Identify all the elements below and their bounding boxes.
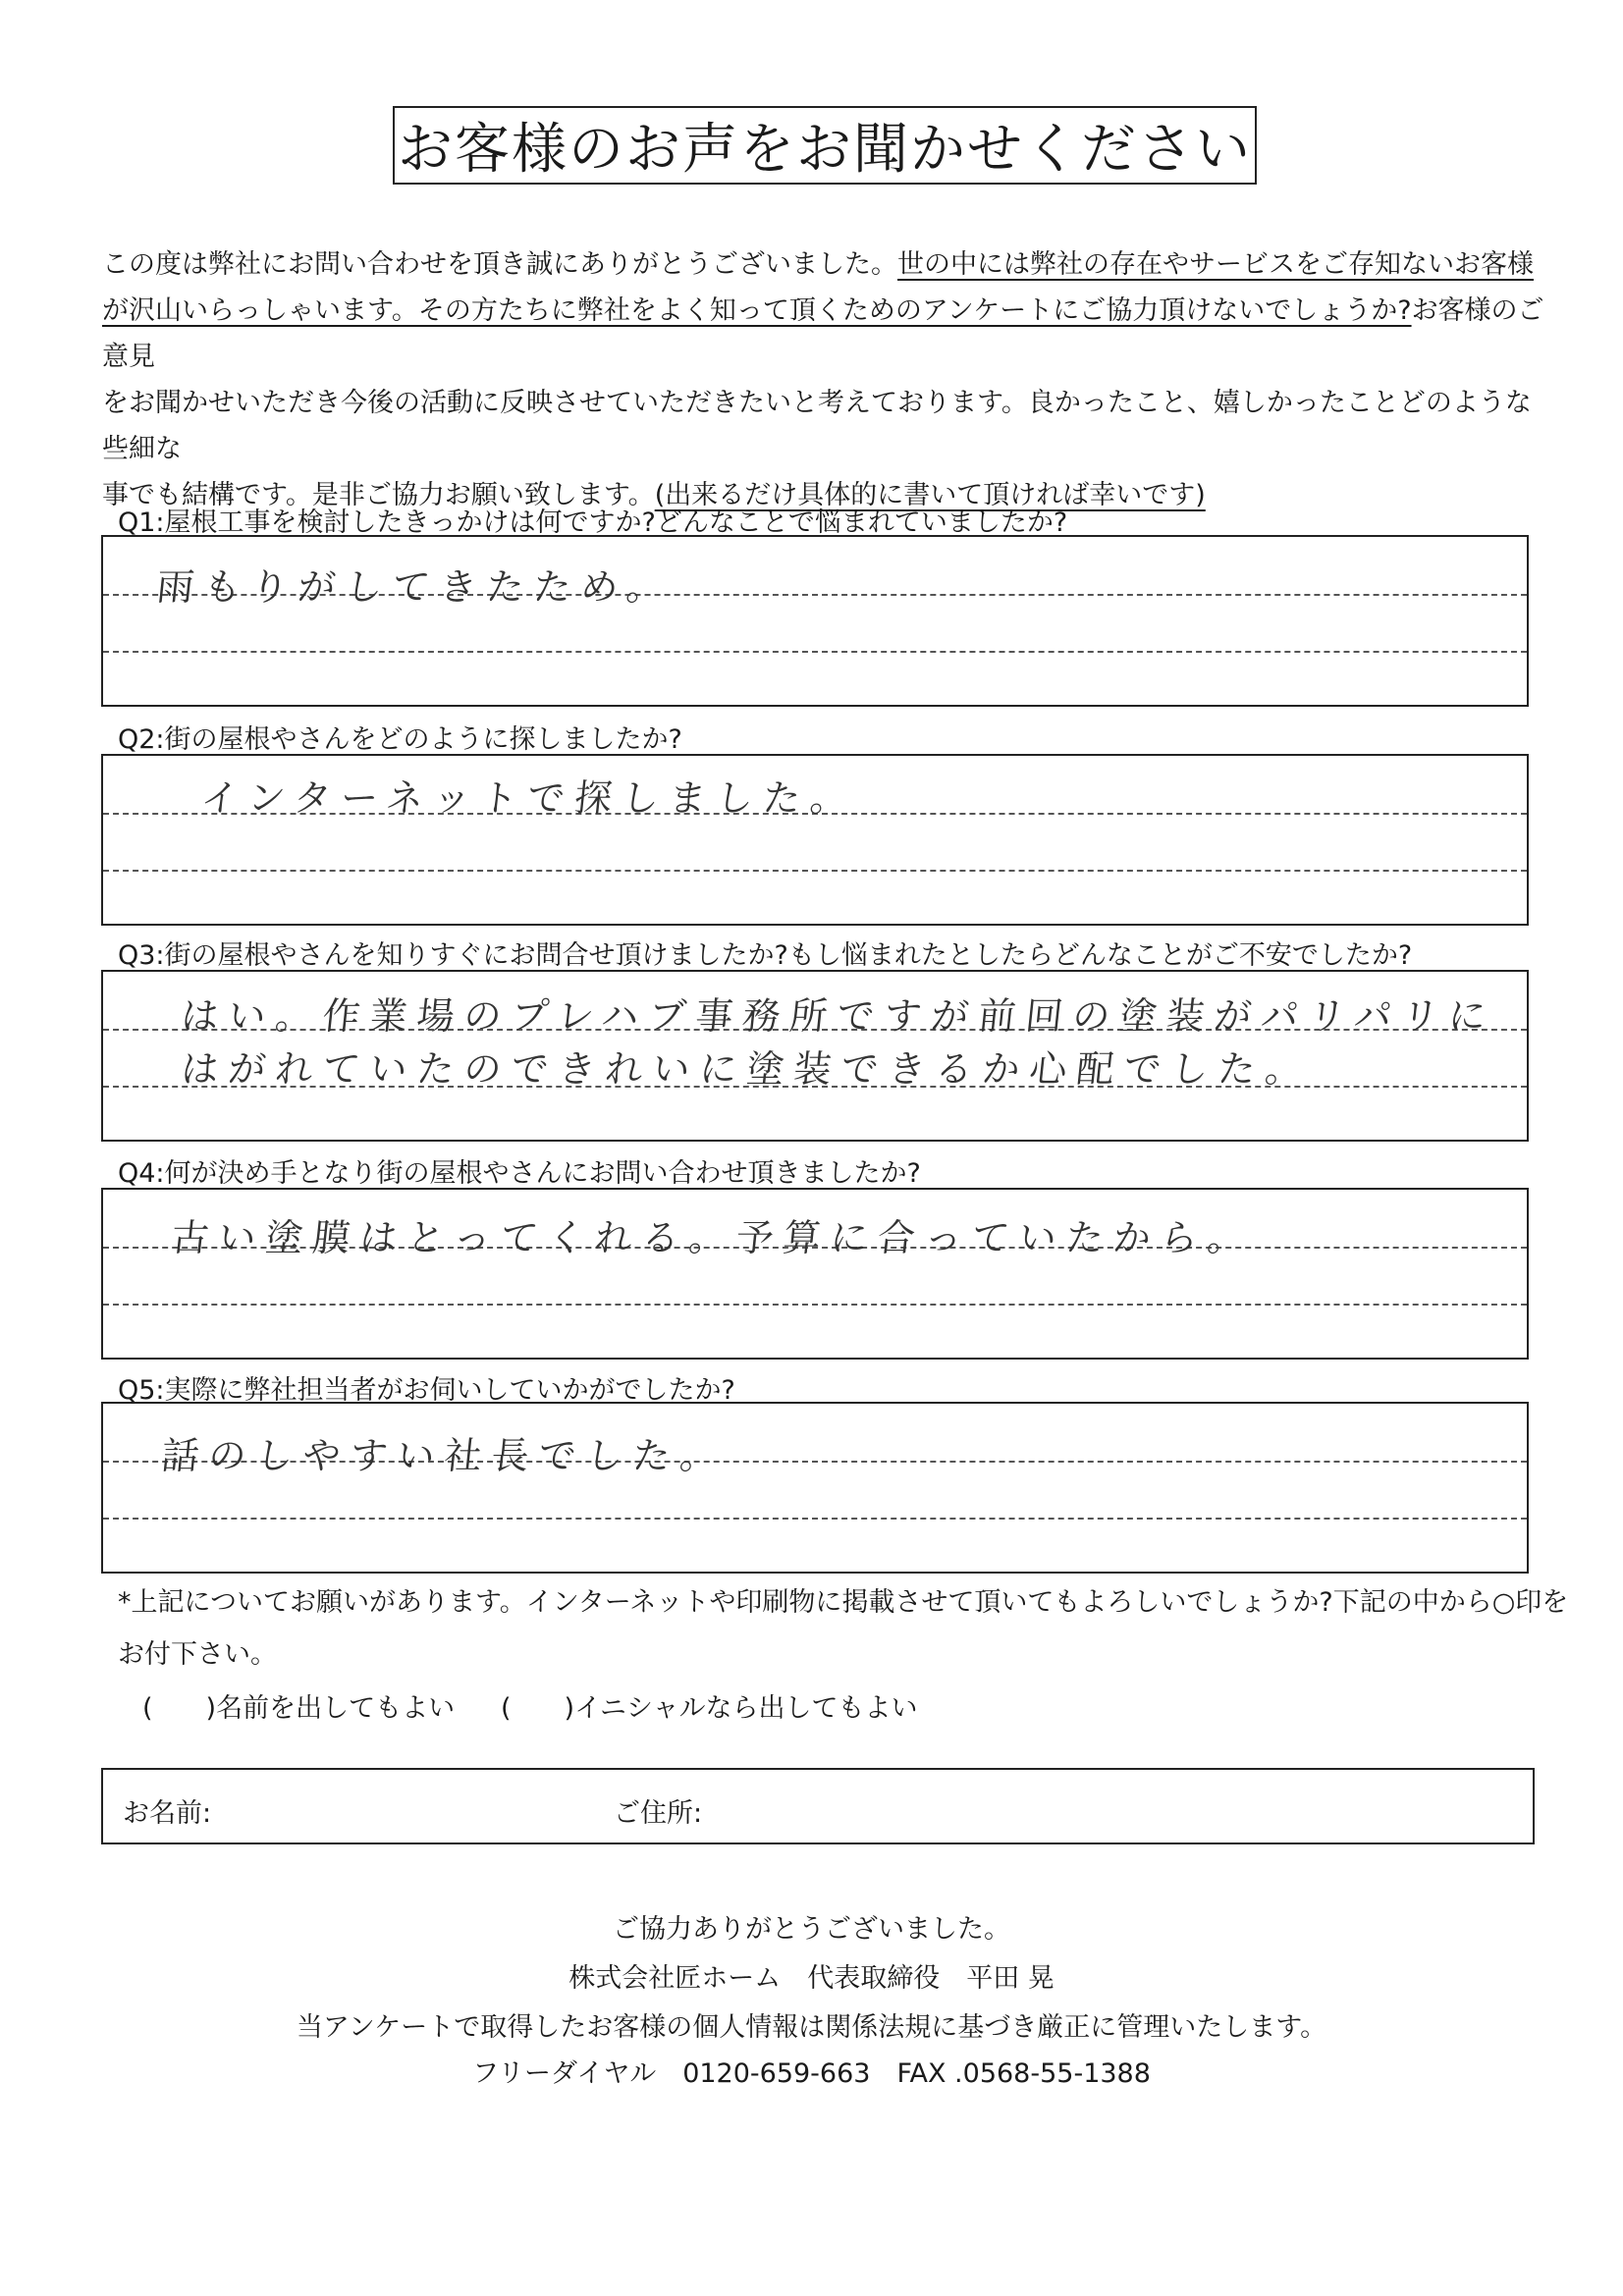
answer-5-handwriting-line-1: 話のしやすい社長でした。: [159, 1434, 730, 1477]
answer-3-handwriting-line-2: はがれていたのできれいに塗装できるか心配でした。: [179, 1047, 1315, 1091]
question-5-label: Q5:実際に弊社担当者がお伺いしていかがでしたか?: [118, 1375, 735, 1406]
intro-line-1-plain: この度は弊社にお問い合わせを頂き誠にありがとうございました。: [102, 249, 897, 280]
publish-notice-line-1: *上記についてお願いがあります。インターネットや印刷物に掲載させて頂いてもよろしいでしょうか?下記の中から○印を: [118, 1587, 1569, 1618]
answer-3-handwriting-line-1: はい。作業場のプレハブ事務所ですが前回の塗装がパリパリに: [179, 994, 1498, 1038]
contact-info-box[interactable]: [101, 1768, 1535, 1844]
answer-box-1[interactable]: [101, 535, 1529, 707]
intro-text: [102, 241, 1545, 518]
answer-box-3[interactable]: [101, 970, 1529, 1142]
intro-line-1-underlined: 世の中には弊社の存在やサービスをご存知ないお客様: [897, 249, 1534, 280]
publish-notice-line-2: お付下さい。: [118, 1639, 277, 1670]
address-label: ご住所:: [614, 1798, 703, 1829]
guide-line: [103, 870, 1527, 872]
intro-line-2-underlined: が沢山いらっしゃいます。その方たちに弊社をよく知って頂くためのアンケートにご協力頂けないでしょうか?: [102, 295, 1412, 326]
intro-line-4-plain: 事でも結構です。是非ご協力お願い致します。: [102, 480, 655, 510]
answer-box-2[interactable]: [101, 754, 1529, 926]
intro-line-3: をお聞かせいただき今後の活動に反映させていただきたいと考えております。良かったこと、嬉しかったことどのような些細な: [102, 388, 1532, 464]
question-3-label: Q3:街の屋根やさんを知りすぐにお問合せ頂けましたか?もし悩まれたとしたらどんなことがご不安でしたか?: [118, 940, 1413, 971]
guide-line: [103, 651, 1527, 653]
footer-contact: フリーダイヤル 0120-659-663 FAX .0568-55-1388: [472, 2058, 1151, 2089]
answer-box-5[interactable]: [101, 1402, 1529, 1574]
intro-line-2: [102, 288, 1545, 380]
answer-1-handwriting-line-1: 雨もりがしてきたため。: [154, 565, 676, 609]
guide-line: [103, 1304, 1527, 1306]
intro-line-4-underlined: (出来るだけ具体的に書いて頂ければ幸いです): [654, 480, 1206, 510]
guide-line: [103, 1518, 1527, 1520]
page-title: お客様のお声をお聞かせください: [398, 118, 1252, 182]
title-box: [393, 106, 1257, 185]
intro-line-2-plain: お客様のご意見: [102, 295, 1544, 372]
name-label: お名前:: [123, 1798, 212, 1829]
answer-4-handwriting-line-1: 古い塗膜はとってくれる。予算に合っていたから。: [169, 1216, 1258, 1259]
footer-company: 株式会社匠ホーム 代表取締役 平田 晃: [568, 1963, 1055, 1994]
answer-2-handwriting-line-1: インターネットで探しました。: [198, 776, 860, 820]
choice-name-ok[interactable]: ( )名前を出してもよい: [142, 1693, 456, 1724]
question-4-label: Q4:何が決め手となり街の屋根やさんにお問い合わせ頂きましたか?: [118, 1158, 921, 1189]
question-2-label: Q2:街の屋根やさんをどのように探しましたか?: [118, 724, 682, 755]
footer-thanks: ご協力ありがとうございました。: [613, 1914, 1010, 1945]
question-1-label: Q1:屋根工事を検討したきっかけは何ですか?どんなことで悩まれていましたか?: [118, 507, 1068, 538]
footer-privacy: 当アンケートで取得したお客様の個人情報は関係法規に基づき厳正に管理いたします。: [296, 2012, 1327, 2043]
answer-box-4[interactable]: [101, 1188, 1529, 1360]
intro-line-1: [102, 241, 1545, 288]
choice-initial-ok[interactable]: ( )イニシャルなら出してもよい: [501, 1693, 918, 1724]
